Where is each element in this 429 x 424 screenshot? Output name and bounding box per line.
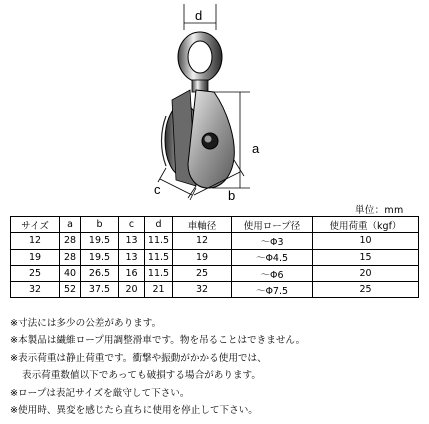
- table-cell: 11.5: [145, 265, 173, 281]
- table-cell: 20: [119, 282, 145, 298]
- note-stop-use: ※使用時、異変を感じたら直ちに使用を停止して下さい。: [10, 405, 258, 417]
- table-cell: 19: [11, 249, 60, 265]
- table-cell: 12: [11, 233, 60, 249]
- notes-list: [10, 315, 422, 419]
- spec-table: [10, 216, 419, 298]
- note-usage: ※本製品は繊維ロープ用調整滑車です。物を吊ることはできません。: [10, 335, 306, 347]
- note-static-load: ※表示荷重は静止荷重です。衝撃や振動がかかる使用では、: [10, 352, 267, 364]
- table-cell: ～Φ3: [232, 233, 313, 249]
- header-rope-diameter: 使用ロープ径: [232, 217, 313, 233]
- table-cell: 25: [313, 282, 419, 298]
- table-cell: 11.5: [145, 249, 173, 265]
- table-cell: 19.5: [81, 249, 119, 265]
- table-cell: 28: [60, 249, 81, 265]
- table-cell: 16: [119, 265, 145, 281]
- table-cell: 37.5: [81, 282, 119, 298]
- header-b: b: [81, 217, 119, 233]
- table-cell: 26.5: [81, 265, 119, 281]
- table-cell: ～Φ6: [232, 265, 313, 281]
- pulley-block: [162, 90, 235, 188]
- table-cell: 25: [11, 265, 60, 281]
- dim-label-a: a: [252, 141, 260, 156]
- table-row: [11, 249, 419, 265]
- table-cell: 32: [173, 282, 232, 298]
- table-cell: 32: [11, 282, 60, 298]
- table-cell: 11.5: [145, 233, 173, 249]
- dimension-d: [184, 4, 216, 30]
- table-cell: 25: [173, 265, 232, 281]
- header-working-load: 使用荷重（kgf）: [313, 217, 419, 233]
- table-cell: ～Φ7.5: [232, 282, 313, 298]
- table-cell: 19.5: [81, 233, 119, 249]
- header-a: a: [60, 217, 81, 233]
- header-size: サイズ: [11, 217, 60, 233]
- note-static-load-continued: 表示荷重数値以下であっても破損する場合があります。: [22, 370, 261, 382]
- table-cell: 19: [173, 249, 232, 265]
- header-c: c: [119, 217, 145, 233]
- table-cell: 52: [60, 282, 81, 298]
- table-cell: 13: [119, 249, 145, 265]
- table-row: [11, 265, 419, 281]
- dim-label-d: d: [195, 8, 203, 23]
- header-axle-diameter: 車軸径: [173, 217, 232, 233]
- table-cell: 10: [313, 233, 419, 249]
- table-cell: 12: [173, 233, 232, 249]
- table-header-row: [11, 217, 419, 233]
- dim-label-b: b: [228, 188, 236, 203]
- header-d: d: [145, 217, 173, 233]
- dim-label-c: c: [154, 182, 161, 197]
- table-cell: ～Φ4.5: [232, 249, 313, 265]
- table-cell: 20: [313, 265, 419, 281]
- swivel-pulley-diagram: [0, 0, 429, 205]
- swivel-eye: [178, 32, 222, 92]
- table-cell: 40: [60, 265, 81, 281]
- note-tolerance: ※寸法には多少の公差があります。: [10, 318, 162, 329]
- note-rope-size: ※ロープは表記サイズを厳守して下さい。: [10, 387, 190, 399]
- table-cell: 21: [145, 282, 173, 298]
- table-row: [11, 233, 419, 249]
- table-cell: 13: [119, 233, 145, 249]
- table-cell: 28: [60, 233, 81, 249]
- table-cell: 15: [313, 249, 419, 265]
- unit-label: 単位：mm: [355, 205, 404, 216]
- table-row: [11, 282, 419, 298]
